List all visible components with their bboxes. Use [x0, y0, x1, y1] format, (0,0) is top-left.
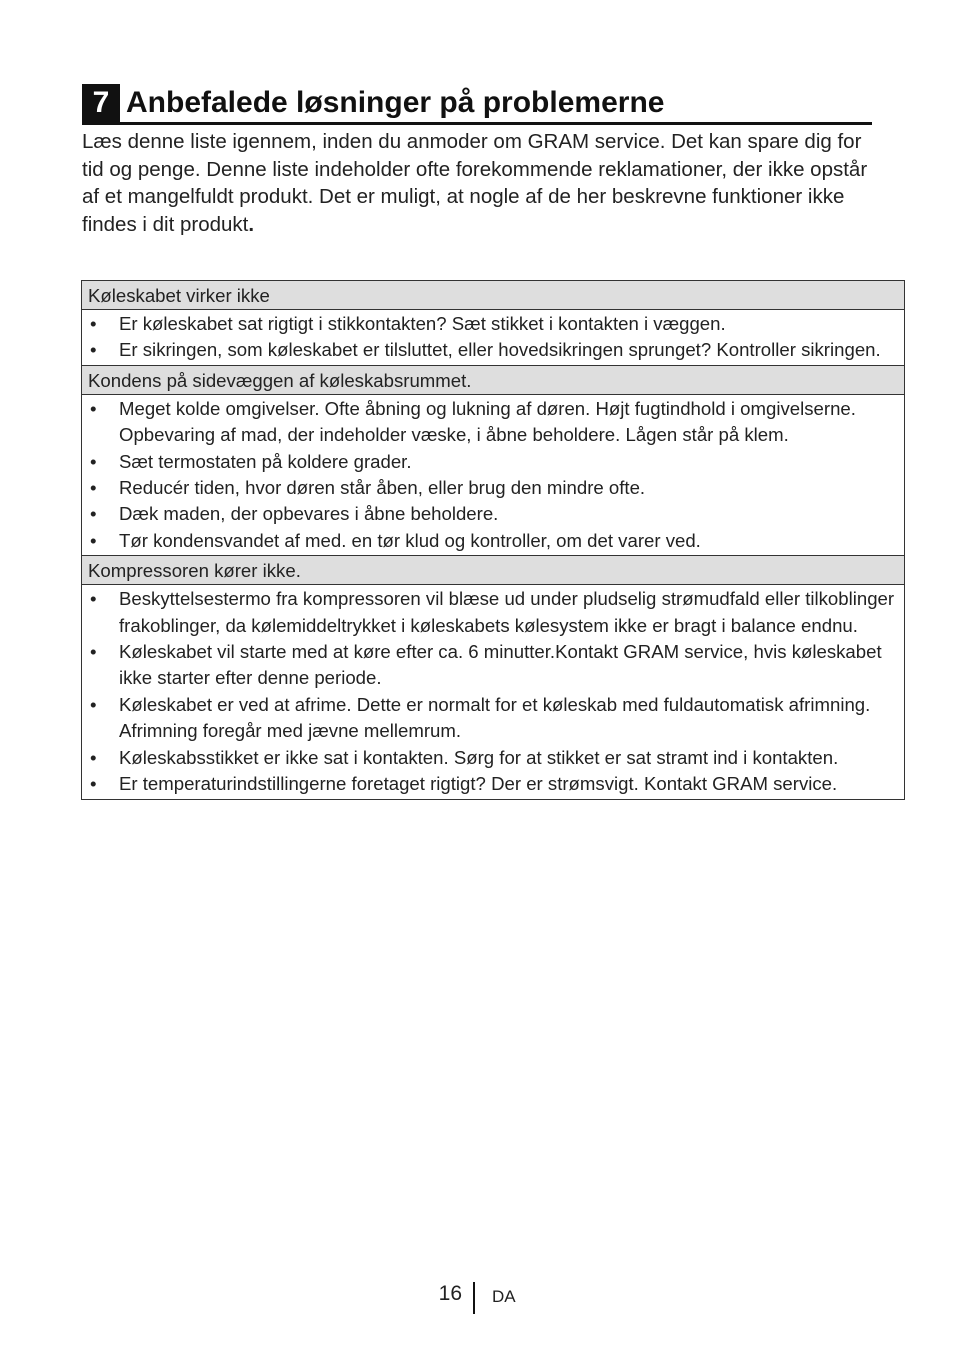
- solution-cell: [82, 310, 905, 366]
- bullet-icon: •: [90, 529, 97, 551]
- bullet-icon: •: [90, 746, 97, 768]
- section-number: 7: [82, 84, 120, 122]
- bullet-icon: •: [90, 588, 97, 610]
- bullet-icon: •: [90, 339, 97, 361]
- solution-text: Køleskabet vil starte med at køre efter ca. 6 minutter.Kontakt GRAM service, hvis køleskabet ikke starter efter denne periode.: [119, 641, 882, 689]
- intro-paragraph: [82, 128, 872, 238]
- section-heading: [82, 84, 872, 125]
- solution-list: [82, 585, 904, 798]
- problem-title: Kompressoren kører ikke.: [82, 556, 905, 585]
- solution-item: [82, 396, 898, 449]
- solution-item: [82, 311, 898, 337]
- bullet-icon: •: [90, 773, 97, 795]
- bullet-icon: •: [90, 313, 97, 334]
- section-title: Anbefalede løsninger på problemerne: [126, 86, 665, 119]
- solution-cell: [82, 394, 905, 555]
- page-number: 16: [438, 1282, 462, 1305]
- solution-text: Er temperaturindstillingerne foretaget rigtigt? Der er strømsvigt. Kontakt GRAM service.: [119, 773, 838, 795]
- solution-item: [82, 745, 898, 771]
- solution-row: [82, 394, 905, 555]
- bullet-icon: •: [90, 693, 97, 715]
- solution-text: Beskyttelsestermo fra kompressoren vil blæse ud under pludselig strømudfald eller tilkoblinger frakoblinger, da kølemiddeltrykket i køleskabets kølesystem ikke er bragt i balance endnu.: [119, 588, 895, 636]
- problem-header-row: [82, 281, 905, 310]
- solution-text: Tør kondensvandet af med. en tør klud og kontroller, om det varer ved.: [119, 529, 701, 551]
- intro-period: .: [248, 212, 255, 236]
- language-code: DA: [492, 1287, 516, 1306]
- solution-text: Reducér tiden, hvor døren står åben, eller brug den mindre ofte.: [119, 477, 646, 499]
- solution-text: Dæk maden, der opbevares i åbne beholdere.: [119, 503, 499, 525]
- bullet-icon: •: [90, 397, 97, 419]
- solution-cell: [82, 585, 905, 799]
- solution-text: Køleskabsstikket er ikke sat i kontakten. Sørg for at stikket er sat stramt ind i kontakten.: [119, 746, 839, 768]
- solution-row: [82, 585, 905, 799]
- solution-text: Sæt termostaten på koldere grader.: [119, 450, 412, 472]
- bullet-icon: •: [90, 450, 97, 472]
- solution-text: Meget kolde omgivelser. Ofte åbning og lukning af døren. Højt fugtindhold i omgivelserne. Opbevaring af mad, der indeholder væske, i åbne beholdere. Lågen står på klem.: [119, 397, 856, 446]
- troubleshooting-table: [81, 280, 905, 800]
- solution-item: [82, 639, 898, 692]
- bullet-icon: •: [90, 477, 97, 499]
- intro-text: Læs denne liste igennem, inden du anmoder om GRAM service. Det kan spare dig for tid og penge. Denne liste indeholder ofte forekommende reklamationer, der ikke opstår af et mangelfuldt produkt. Det er muligt, at nogle af de her beskrevne funktioner ikke findes i dit produkt: [82, 130, 868, 236]
- solution-row: [82, 310, 905, 366]
- solution-item: [82, 528, 898, 554]
- solution-list: [82, 395, 904, 555]
- problem-header-row: [82, 556, 905, 585]
- solution-list: [82, 310, 904, 365]
- solution-item: [82, 771, 898, 797]
- problem-header-row: [82, 365, 905, 394]
- solution-text: Er køleskabet sat rigtigt i stikkontakten? Sæt stikket i kontakten i væggen.: [119, 313, 726, 334]
- problem-title: Kondens på sidevæggen af køleskabsrummet.: [82, 365, 905, 394]
- solution-item: [82, 586, 898, 639]
- bullet-icon: •: [90, 641, 97, 663]
- solution-item: [82, 692, 898, 745]
- solution-text: Køleskabet er ved at afrime. Dette er normalt for et køleskab med fuldautomatisk afrimning. Afrimning foregår med jævne mellemrum.: [119, 693, 871, 742]
- footer-divider: [473, 1282, 475, 1314]
- page-footer: [0, 1280, 954, 1314]
- solution-item: [82, 449, 898, 475]
- solution-item: [82, 501, 898, 527]
- solution-text: Er sikringen, som køleskabet er tilsluttet, eller hovedsikringen sprunget? Kontroller sikringen.: [119, 339, 881, 361]
- solution-item: [82, 475, 898, 501]
- bullet-icon: •: [90, 503, 97, 525]
- problem-title: Køleskabet virker ikke: [82, 281, 905, 310]
- solution-item: [82, 337, 898, 363]
